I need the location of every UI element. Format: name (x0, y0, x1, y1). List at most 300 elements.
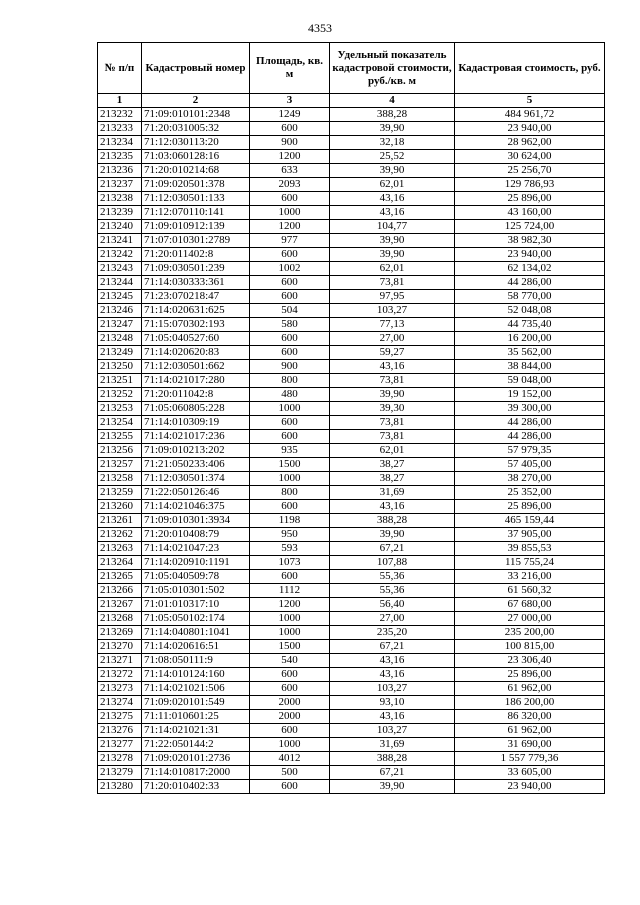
table-row (98, 780, 605, 794)
cost-cell: 44 286,00 (455, 276, 605, 290)
cost-cell: 23 940,00 (455, 122, 605, 136)
column-number: 1 (98, 94, 142, 108)
cost-cell: 30 624,00 (455, 150, 605, 164)
table-row (98, 612, 605, 626)
table-row (98, 514, 605, 528)
row-number-cell: 213265 (98, 570, 142, 584)
rate-cell: 77,13 (330, 318, 455, 332)
cost-cell: 61 560,32 (455, 584, 605, 598)
rate-cell: 62,01 (330, 444, 455, 458)
rate-cell: 388,28 (330, 108, 455, 122)
column-number: 2 (142, 94, 250, 108)
row-number-cell: 213232 (98, 108, 142, 122)
row-number-cell: 213244 (98, 276, 142, 290)
rate-cell: 43,16 (330, 192, 455, 206)
cost-cell: 484 961,72 (455, 108, 605, 122)
cost-cell: 186 200,00 (455, 696, 605, 710)
cost-cell: 44 286,00 (455, 416, 605, 430)
row-number-cell: 213260 (98, 500, 142, 514)
area-cell: 600 (250, 724, 330, 738)
cadastral-number-cell: 71:09:010912:139 (142, 220, 250, 234)
area-cell: 600 (250, 430, 330, 444)
cadastral-number-cell: 71:07:010301:2789 (142, 234, 250, 248)
cadastral-number-cell: 71:14:021021:506 (142, 682, 250, 696)
rate-cell: 39,90 (330, 164, 455, 178)
rate-cell: 43,16 (330, 206, 455, 220)
cadastral-number-cell: 71:23:070218:47 (142, 290, 250, 304)
rate-cell: 73,81 (330, 430, 455, 444)
row-number-cell: 213275 (98, 710, 142, 724)
cadastral-number-cell: 71:14:020631:625 (142, 304, 250, 318)
cost-cell: 61 962,00 (455, 724, 605, 738)
rate-cell: 67,21 (330, 542, 455, 556)
row-number-cell: 213263 (98, 542, 142, 556)
cadastral-number-cell: 71:14:010817:2000 (142, 766, 250, 780)
table-row (98, 262, 605, 276)
cadastral-number-cell: 71:09:020501:378 (142, 178, 250, 192)
cost-cell: 38 270,00 (455, 472, 605, 486)
row-number-cell: 213233 (98, 122, 142, 136)
rate-cell: 27,00 (330, 612, 455, 626)
row-number-cell: 213248 (98, 332, 142, 346)
area-cell: 1200 (250, 150, 330, 164)
table-row (98, 192, 605, 206)
row-number-cell: 213278 (98, 752, 142, 766)
rate-cell: 43,16 (330, 654, 455, 668)
rate-cell: 32,18 (330, 136, 455, 150)
row-number-cell: 213235 (98, 150, 142, 164)
row-number-cell: 213249 (98, 346, 142, 360)
area-cell: 633 (250, 164, 330, 178)
cadastral-number-cell: 71:14:020616:51 (142, 640, 250, 654)
cost-cell: 125 724,00 (455, 220, 605, 234)
area-cell: 1000 (250, 738, 330, 752)
cost-cell: 235 200,00 (455, 626, 605, 640)
row-number-cell: 213254 (98, 416, 142, 430)
header-cadastral-value: Кадастровая стоимость, руб. (455, 43, 605, 94)
area-cell: 2093 (250, 178, 330, 192)
header-area: Площадь, кв. м (250, 43, 330, 94)
row-number-cell: 213272 (98, 668, 142, 682)
cost-cell: 27 000,00 (455, 612, 605, 626)
cost-cell: 44 286,00 (455, 430, 605, 444)
cadastral-number-cell: 71:03:060128:16 (142, 150, 250, 164)
rate-cell: 38,27 (330, 458, 455, 472)
header-cadastral-number: Кадастровый номер (142, 43, 250, 94)
cost-cell: 59 048,00 (455, 374, 605, 388)
cost-cell: 67 680,00 (455, 598, 605, 612)
cost-cell: 28 962,00 (455, 136, 605, 150)
row-number-cell: 213234 (98, 136, 142, 150)
cadastral-number-cell: 71:05:050102:174 (142, 612, 250, 626)
area-cell: 4012 (250, 752, 330, 766)
area-cell: 600 (250, 248, 330, 262)
rate-cell: 39,90 (330, 248, 455, 262)
cadastral-number-cell: 71:08:050111:9 (142, 654, 250, 668)
cadastral-number-cell: 71:11:010601:25 (142, 710, 250, 724)
rate-cell: 25,52 (330, 150, 455, 164)
table-row (98, 654, 605, 668)
cost-cell: 33 216,00 (455, 570, 605, 584)
area-cell: 600 (250, 276, 330, 290)
table-row (98, 486, 605, 500)
cadastral-number-cell: 71:12:030501:374 (142, 472, 250, 486)
row-number-cell: 213277 (98, 738, 142, 752)
table-row (98, 150, 605, 164)
area-cell: 504 (250, 304, 330, 318)
cost-cell: 16 200,00 (455, 332, 605, 346)
table-header-row (98, 43, 605, 94)
row-number-cell: 213273 (98, 682, 142, 696)
rate-cell: 56,40 (330, 598, 455, 612)
area-cell: 2000 (250, 696, 330, 710)
rate-cell: 27,00 (330, 332, 455, 346)
table-row (98, 402, 605, 416)
cadastral-number-cell: 71:22:050126:46 (142, 486, 250, 500)
header-row-number: № п/п (98, 43, 142, 94)
cost-cell: 61 962,00 (455, 682, 605, 696)
table-row (98, 164, 605, 178)
table-row (98, 374, 605, 388)
rate-cell: 39,90 (330, 234, 455, 248)
table-row (98, 528, 605, 542)
row-number-cell: 213276 (98, 724, 142, 738)
row-number-cell: 213241 (98, 234, 142, 248)
row-number-cell: 213250 (98, 360, 142, 374)
rate-cell: 39,90 (330, 388, 455, 402)
table-row (98, 766, 605, 780)
cost-cell: 35 562,00 (455, 346, 605, 360)
table-row (98, 234, 605, 248)
cost-cell: 57 979,35 (455, 444, 605, 458)
area-cell: 1000 (250, 626, 330, 640)
rate-cell: 67,21 (330, 640, 455, 654)
cost-cell: 129 786,93 (455, 178, 605, 192)
cost-cell: 57 405,00 (455, 458, 605, 472)
rate-cell: 62,01 (330, 178, 455, 192)
table-row (98, 332, 605, 346)
table-row (98, 584, 605, 598)
area-cell: 1000 (250, 402, 330, 416)
row-number-cell: 213261 (98, 514, 142, 528)
rate-cell: 73,81 (330, 374, 455, 388)
rate-cell: 103,27 (330, 724, 455, 738)
area-cell: 600 (250, 500, 330, 514)
row-number-cell: 213246 (98, 304, 142, 318)
area-cell: 800 (250, 374, 330, 388)
cost-cell: 86 320,00 (455, 710, 605, 724)
area-cell: 600 (250, 780, 330, 794)
row-number-cell: 213237 (98, 178, 142, 192)
rate-cell: 39,90 (330, 122, 455, 136)
cadastral-number-cell: 71:14:021046:375 (142, 500, 250, 514)
cost-cell: 43 160,00 (455, 206, 605, 220)
cost-cell: 19 152,00 (455, 388, 605, 402)
rate-cell: 388,28 (330, 752, 455, 766)
row-number-cell: 213256 (98, 444, 142, 458)
cost-cell: 465 159,44 (455, 514, 605, 528)
rate-cell: 73,81 (330, 416, 455, 430)
row-number-cell: 213242 (98, 248, 142, 262)
cadastral-number-cell: 71:21:050233:406 (142, 458, 250, 472)
cost-cell: 39 300,00 (455, 402, 605, 416)
row-number-cell: 213259 (98, 486, 142, 500)
area-cell: 500 (250, 766, 330, 780)
cadastral-number-cell: 71:20:010214:68 (142, 164, 250, 178)
area-cell: 1002 (250, 262, 330, 276)
table-row (98, 752, 605, 766)
area-cell: 977 (250, 234, 330, 248)
cost-cell: 25 896,00 (455, 192, 605, 206)
header-specific-rate: Удельный показатель кадастровой стоимости, руб./кв. м (330, 43, 455, 94)
rate-cell: 39,90 (330, 780, 455, 794)
cadastral-number-cell: 71:14:021047:23 (142, 542, 250, 556)
rate-cell: 235,20 (330, 626, 455, 640)
row-number-cell: 213262 (98, 528, 142, 542)
area-cell: 600 (250, 346, 330, 360)
cadastral-number-cell: 71:09:020101:2736 (142, 752, 250, 766)
row-number-cell: 213251 (98, 374, 142, 388)
area-cell: 540 (250, 654, 330, 668)
table-row (98, 682, 605, 696)
rate-cell: 388,28 (330, 514, 455, 528)
rate-cell: 93,10 (330, 696, 455, 710)
table-body (98, 108, 605, 794)
rate-cell: 97,95 (330, 290, 455, 304)
table-row (98, 444, 605, 458)
row-number-cell: 213267 (98, 598, 142, 612)
cadastral-number-cell: 71:12:030501:133 (142, 192, 250, 206)
cadastral-number-cell: 71:09:010301:3934 (142, 514, 250, 528)
row-number-cell: 213243 (98, 262, 142, 276)
rate-cell: 43,16 (330, 710, 455, 724)
area-cell: 1000 (250, 206, 330, 220)
area-cell: 1198 (250, 514, 330, 528)
table-row (98, 458, 605, 472)
column-number: 3 (250, 94, 330, 108)
rate-cell: 104,77 (330, 220, 455, 234)
cadastral-number-cell: 71:14:021017:280 (142, 374, 250, 388)
table-row (98, 318, 605, 332)
row-number-cell: 213255 (98, 430, 142, 444)
area-cell: 593 (250, 542, 330, 556)
rate-cell: 67,21 (330, 766, 455, 780)
table-row (98, 640, 605, 654)
row-number-cell: 213257 (98, 458, 142, 472)
area-cell: 580 (250, 318, 330, 332)
row-number-cell: 213270 (98, 640, 142, 654)
cadastral-number-cell: 71:14:010124:160 (142, 668, 250, 682)
cadastral-number-cell: 71:09:030501:239 (142, 262, 250, 276)
area-cell: 1200 (250, 220, 330, 234)
table-row (98, 360, 605, 374)
cost-cell: 25 896,00 (455, 500, 605, 514)
area-cell: 600 (250, 416, 330, 430)
table-row (98, 500, 605, 514)
area-cell: 600 (250, 682, 330, 696)
row-number-cell: 213274 (98, 696, 142, 710)
cost-cell: 25 256,70 (455, 164, 605, 178)
row-number-cell: 213252 (98, 388, 142, 402)
table-row (98, 248, 605, 262)
cadastral-number-cell: 71:14:021017:236 (142, 430, 250, 444)
row-number-cell: 213236 (98, 164, 142, 178)
cost-cell: 31 690,00 (455, 738, 605, 752)
column-number-row (98, 94, 605, 108)
area-cell: 900 (250, 360, 330, 374)
table-row (98, 416, 605, 430)
area-cell: 935 (250, 444, 330, 458)
cost-cell: 115 755,24 (455, 556, 605, 570)
cadastral-number-cell: 71:20:010408:79 (142, 528, 250, 542)
table-row (98, 178, 605, 192)
cadastral-number-cell: 71:05:060805:228 (142, 402, 250, 416)
rate-cell: 31,69 (330, 486, 455, 500)
table-row (98, 472, 605, 486)
cadastral-number-cell: 71:20:031005:32 (142, 122, 250, 136)
area-cell: 1112 (250, 584, 330, 598)
area-cell: 1500 (250, 458, 330, 472)
cadastral-number-cell: 71:12:030113:20 (142, 136, 250, 150)
row-number-cell: 213258 (98, 472, 142, 486)
cost-cell: 25 352,00 (455, 486, 605, 500)
cadastral-number-cell: 71:22:050144:2 (142, 738, 250, 752)
table-row (98, 724, 605, 738)
row-number-cell: 213268 (98, 612, 142, 626)
cost-cell: 58 770,00 (455, 290, 605, 304)
table-row (98, 220, 605, 234)
rate-cell: 43,16 (330, 500, 455, 514)
column-number: 5 (455, 94, 605, 108)
cadastral-number-cell: 71:15:070302:193 (142, 318, 250, 332)
row-number-cell: 213279 (98, 766, 142, 780)
row-number-cell: 213240 (98, 220, 142, 234)
page-number: 4353 (308, 21, 332, 35)
cadastral-number-cell: 71:05:040527:60 (142, 332, 250, 346)
row-number-cell: 213245 (98, 290, 142, 304)
cost-cell: 44 735,40 (455, 318, 605, 332)
table-row (98, 388, 605, 402)
cadastral-number-cell: 71:01:010317:10 (142, 598, 250, 612)
cadastral-number-cell: 71:14:040801:1041 (142, 626, 250, 640)
cost-cell: 23 306,40 (455, 654, 605, 668)
area-cell: 600 (250, 332, 330, 346)
rate-cell: 38,27 (330, 472, 455, 486)
area-cell: 1200 (250, 598, 330, 612)
table-row (98, 290, 605, 304)
cadastral-number-cell: 71:14:020620:83 (142, 346, 250, 360)
rate-cell: 55,36 (330, 570, 455, 584)
area-cell: 950 (250, 528, 330, 542)
area-cell: 600 (250, 668, 330, 682)
cost-cell: 23 940,00 (455, 780, 605, 794)
table-row (98, 542, 605, 556)
area-cell: 600 (250, 122, 330, 136)
row-number-cell: 213238 (98, 192, 142, 206)
cadastral-number-cell: 71:20:010402:33 (142, 780, 250, 794)
cadastral-number-cell: 71:09:010101:2348 (142, 108, 250, 122)
rate-cell: 39,90 (330, 528, 455, 542)
area-cell: 900 (250, 136, 330, 150)
cost-cell: 1 557 779,36 (455, 752, 605, 766)
cadastral-number-cell: 71:05:040509:78 (142, 570, 250, 584)
table-row (98, 738, 605, 752)
rate-cell: 55,36 (330, 584, 455, 598)
rate-cell: 59,27 (330, 346, 455, 360)
rate-cell: 103,27 (330, 682, 455, 696)
cadastral-number-cell: 71:20:011402:8 (142, 248, 250, 262)
table-row (98, 136, 605, 150)
cadastral-number-cell: 71:20:011042:8 (142, 388, 250, 402)
table-row (98, 276, 605, 290)
area-cell: 800 (250, 486, 330, 500)
cost-cell: 37 905,00 (455, 528, 605, 542)
rate-cell: 103,27 (330, 304, 455, 318)
cadastral-number-cell: 71:12:030501:662 (142, 360, 250, 374)
area-cell: 600 (250, 192, 330, 206)
rate-cell: 39,30 (330, 402, 455, 416)
row-number-cell: 213253 (98, 402, 142, 416)
cost-cell: 33 605,00 (455, 766, 605, 780)
area-cell: 1073 (250, 556, 330, 570)
cadastral-number-cell: 71:14:021021:31 (142, 724, 250, 738)
table-row (98, 346, 605, 360)
cadastral-number-cell: 71:14:010309:19 (142, 416, 250, 430)
table-row (98, 570, 605, 584)
cadastral-number-cell: 71:05:010301:502 (142, 584, 250, 598)
row-number-cell: 213247 (98, 318, 142, 332)
cost-cell: 100 815,00 (455, 640, 605, 654)
row-number-cell: 213239 (98, 206, 142, 220)
cadastral-number-cell: 71:12:070110:141 (142, 206, 250, 220)
cadastral-number-cell: 71:09:020101:549 (142, 696, 250, 710)
area-cell: 1249 (250, 108, 330, 122)
table-row (98, 122, 605, 136)
table-row (98, 598, 605, 612)
area-cell: 2000 (250, 710, 330, 724)
rate-cell: 73,81 (330, 276, 455, 290)
rate-cell: 107,88 (330, 556, 455, 570)
table-row (98, 430, 605, 444)
cost-cell: 38 982,30 (455, 234, 605, 248)
area-cell: 600 (250, 290, 330, 304)
cadastral-number-cell: 71:14:020910:1191 (142, 556, 250, 570)
table-row (98, 710, 605, 724)
row-number-cell: 213269 (98, 626, 142, 640)
row-number-cell: 213264 (98, 556, 142, 570)
rate-cell: 31,69 (330, 738, 455, 752)
rate-cell: 43,16 (330, 668, 455, 682)
column-number: 4 (330, 94, 455, 108)
table-row (98, 108, 605, 122)
cost-cell: 52 048,08 (455, 304, 605, 318)
row-number-cell: 213266 (98, 584, 142, 598)
rate-cell: 62,01 (330, 262, 455, 276)
area-cell: 480 (250, 388, 330, 402)
table-row (98, 206, 605, 220)
table-row (98, 304, 605, 318)
cost-cell: 23 940,00 (455, 248, 605, 262)
cadastral-number-cell: 71:09:010213:202 (142, 444, 250, 458)
area-cell: 1000 (250, 612, 330, 626)
area-cell: 600 (250, 570, 330, 584)
cost-cell: 62 134,02 (455, 262, 605, 276)
cost-cell: 25 896,00 (455, 668, 605, 682)
row-number-cell: 213271 (98, 654, 142, 668)
row-number-cell: 213280 (98, 780, 142, 794)
area-cell: 1500 (250, 640, 330, 654)
cadastral-value-table (97, 42, 605, 794)
